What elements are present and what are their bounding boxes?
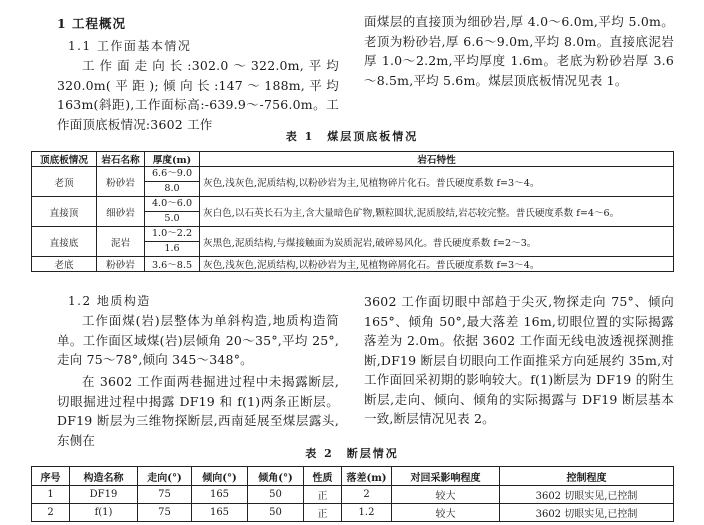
table2-header: 序号 xyxy=(32,467,70,486)
cell-properties: 灰黑色,泥质结构,与煤接触面为炭质泥岩,破碎易风化。普氏硬度系数 f=2～3。 xyxy=(200,227,674,257)
table-cell: DF19 xyxy=(70,486,138,504)
table2-header: 性质 xyxy=(304,467,342,486)
table1-caption: 表 1 煤层顶底板情况 xyxy=(285,130,419,143)
table-cell: 1 xyxy=(32,486,70,504)
subsection-heading-1-2: 1.2 地质构造 xyxy=(68,294,151,308)
cell-rock: 泥岩 xyxy=(97,227,145,257)
table-cell: 75 xyxy=(138,486,192,504)
table-roof-floor xyxy=(31,151,674,272)
table2-header: 倾角(°) xyxy=(248,467,304,486)
table-cell: f(1) xyxy=(70,504,138,522)
table1-header: 顶底板情况 xyxy=(32,152,97,167)
thickness-avg: 1.6 xyxy=(145,241,199,256)
thickness-range: 1.0～2.2 xyxy=(151,228,193,239)
cell-properties: 灰色,浅灰色,泥质结构,以粉砂岩为主,见植物碎片化石。普氏硬度系数 f=3～4。 xyxy=(200,167,674,197)
subsection-heading-1-1: 1.1 工作面基本情况 xyxy=(68,39,192,53)
cell-properties: 灰色,浅灰色,泥质结构,以粉砂岩为主,见植物碎屑化石。普氏硬度系数 f=3～4。 xyxy=(200,257,674,272)
table1-header-row xyxy=(32,152,674,167)
table-row xyxy=(32,504,674,522)
cell-name: 直接底 xyxy=(32,227,97,257)
cell-rock: 粉砂岩 xyxy=(97,257,145,272)
table2-header: 构造名称 xyxy=(70,467,138,486)
thickness-avg: 5.0 xyxy=(145,211,199,226)
table-cell: 较大 xyxy=(392,504,500,522)
table-faults xyxy=(31,466,674,522)
table-cell: 较大 xyxy=(392,486,500,504)
table-cell: 2 xyxy=(32,504,70,522)
cell-rock: 细砂岩 xyxy=(97,197,145,227)
table-row xyxy=(32,167,674,197)
table1-header: 岩石名称 xyxy=(97,152,145,167)
table2-caption: 表 2 断层情况 xyxy=(305,447,399,460)
cell-thickness xyxy=(145,227,200,257)
cell-name: 老顶 xyxy=(32,167,97,197)
cell-rock: 粉砂岩 xyxy=(97,167,145,197)
paragraph-faults-intro: 在 3602 工作面两巷掘进过程中未揭露断层,切眼掘进过程中揭露 DF19 和 f(1)两条正断层。DF19 断层为三维物探断层,西南延展至煤层露头,东侧在 xyxy=(57,374,339,448)
table-cell: 165 xyxy=(192,504,248,522)
table2-header: 对回采影响程度 xyxy=(392,467,500,486)
thickness-range: 4.0～6.0 xyxy=(151,198,193,209)
cell-thickness xyxy=(145,197,200,227)
table-row xyxy=(32,227,674,257)
cell-name: 直接顶 xyxy=(32,197,97,227)
table2-header-row xyxy=(32,467,674,486)
table2-header: 落差(m) xyxy=(342,467,392,486)
table1-header: 岩石特性 xyxy=(200,152,674,167)
table-cell: 75 xyxy=(138,504,192,522)
table-cell: 3602 切眼实见,已控制 xyxy=(500,504,674,522)
paragraph-roof-floor: 面煤层的直接顶为细砂岩,厚 4.0～6.0m,平均 5.0m。老顶为粉砂岩,厚 6.6～9.0m,平均 8.0m。直接底泥岩厚 1.0～2.2m,平均厚度 1.6m。老底为粉砂岩厚 3.6～8.5m,平均 5.6m。煤层顶底板情况见表 1。 xyxy=(364,14,674,88)
thickness-range: 3.6～8.5 xyxy=(145,257,200,272)
table-cell: 3602 切眼实见,已控制 xyxy=(500,486,674,504)
table-cell: 2 xyxy=(342,486,392,504)
cell-thickness xyxy=(145,167,200,197)
table-row xyxy=(32,197,674,227)
thickness-range: 6.6～9.0 xyxy=(151,168,193,179)
cell-name: 老底 xyxy=(32,257,97,272)
table2-header: 控制程度 xyxy=(500,467,674,486)
table-cell: 正 xyxy=(304,486,342,504)
section-heading-1: 1 工程概况 xyxy=(57,16,127,31)
table-row xyxy=(32,486,674,504)
table-cell: 165 xyxy=(192,486,248,504)
cell-properties: 灰白色,以石英长石为主,含大量暗色矿物,颗粒圆状,泥质胶结,岩芯较完整。普氏硬度系数 f=4～6。 xyxy=(200,197,674,227)
table2-header: 走向(°) xyxy=(138,467,192,486)
table2-header: 倾向(°) xyxy=(192,467,248,486)
thickness-avg: 8.0 xyxy=(145,181,199,196)
paragraph-geology: 工作面煤(岩)层整体为单斜构造,地质构造简单。工作面区域煤(岩)层倾角 20～35°,平均 25°,走向 75～78°,倾向 345～348°。 xyxy=(57,313,339,367)
table-row xyxy=(32,257,674,272)
paragraph-work-face-basic: 工作面走向长:302.0～322.0m,平均 320.0m(平距);倾向长:147～188m,平均 163m(斜距),工作面标高:-639.9～-756.0m。工作面顶底板情况:3602 工作 xyxy=(57,58,339,132)
paragraph-df19-fault: 3602 工作面切眼中部趋于尖灭,物探走向 75°、倾向 165°、倾角 50°,最大落差 16m,切眼位置的实际揭露落差为 2.0m。依据 3602 工作面无线电波透视探测推断,DF19 断层自切眼向工作面推采方向延展约 35m,对工作面回采初期的影响较大。f(1)断层为 DF19 的附生断层,走向、倾向、倾角的实际揭露与 DF19 断层基本一致,断层情况见表 2。 xyxy=(364,294,674,426)
table-cell: 1.2 xyxy=(342,504,392,522)
table1-header: 厚度(m) xyxy=(145,152,200,167)
table-cell: 50 xyxy=(248,486,304,504)
table-cell: 50 xyxy=(248,504,304,522)
table-cell: 正 xyxy=(304,504,342,522)
